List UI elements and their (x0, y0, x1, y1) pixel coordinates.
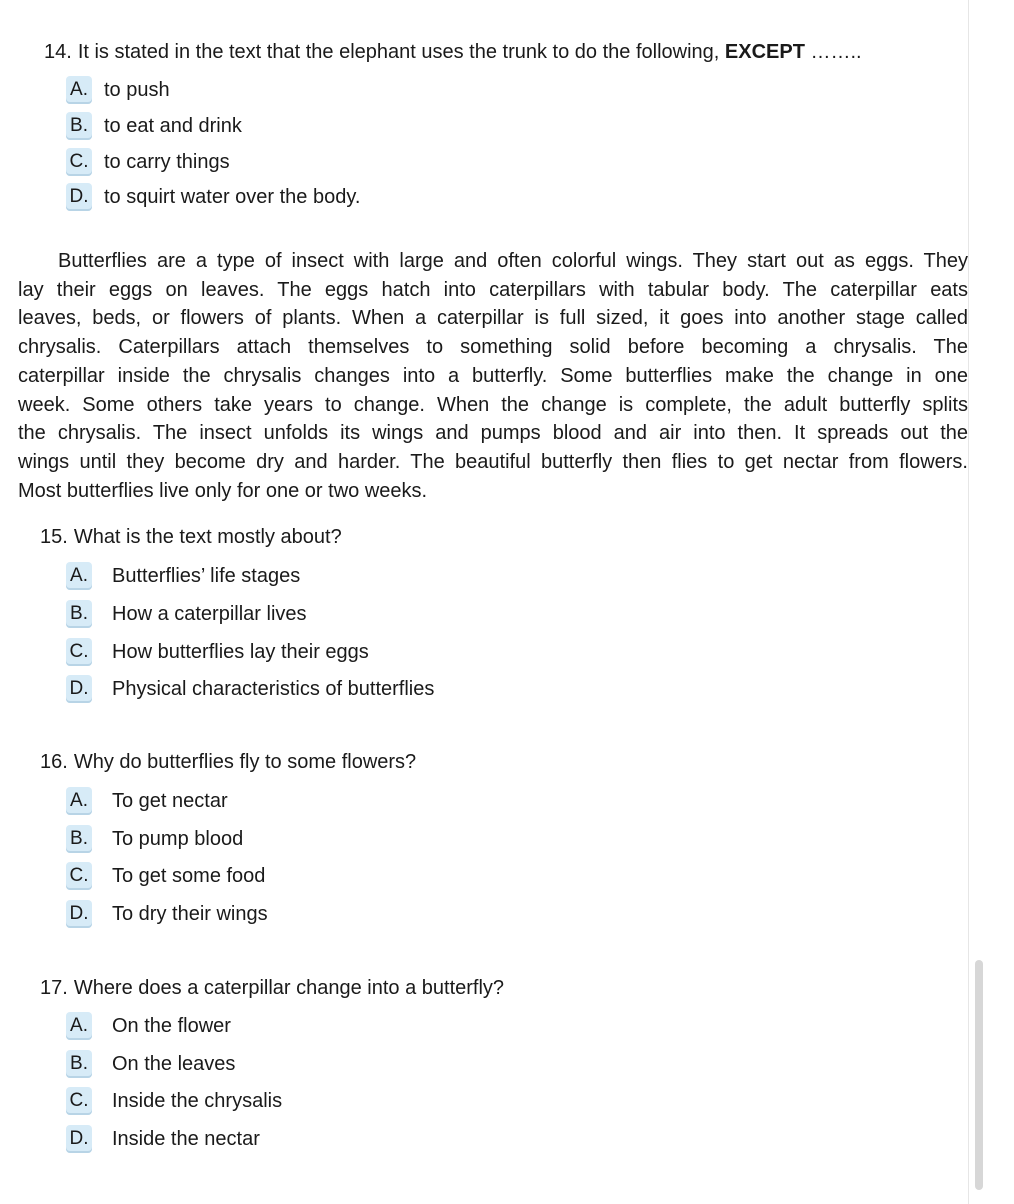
option-text: On the leaves (112, 1053, 236, 1075)
question-number: 14. (44, 41, 72, 63)
passage-line: week. Some others take years to change. When the change is complete, the adult butterfly splits (18, 393, 968, 416)
option-text: Butterflies’ life stages (112, 565, 301, 587)
option-letter-badge: D. (66, 900, 92, 928)
question-emphasis: EXCEPT (724, 41, 805, 63)
option-letter-badge: D. (66, 183, 92, 211)
option-text: How a caterpillar lives (112, 603, 307, 625)
option-text: Inside the chrysalis (112, 1090, 283, 1112)
option-letter-badge: A. (66, 787, 92, 815)
option-letter-badge: C. (66, 638, 92, 666)
option-text: To pump blood (112, 828, 244, 850)
option-text: Inside the nectar (112, 1128, 260, 1150)
question-15 (40, 525, 342, 549)
question-text: It is stated in the text that the elephant uses the trunk to do the following, (77, 41, 725, 63)
question-16 (40, 750, 416, 774)
option-letter-badge: A. (66, 1012, 92, 1040)
question-number: 17. (40, 977, 68, 999)
option-letter-badge: C. (66, 1087, 92, 1115)
passage-line: caterpillar inside the chrysalis changes into a butterfly. Some butterflies make the change in one (18, 364, 968, 387)
passage-line: leaves, beds, or flowers of plants. When a caterpillar is full sized, it goes into another stage called (18, 307, 968, 330)
question-number: 16. (40, 751, 68, 773)
option-text: To dry their wings (112, 903, 268, 925)
question-text: Where does a caterpillar change into a butterfly? (73, 977, 505, 999)
question-dots: …….. (804, 41, 862, 63)
option-text: How butterflies lay their eggs (112, 641, 369, 663)
option-letter-badge: B. (66, 112, 92, 140)
passage-line: Most butterflies live only for one or two weeks. (18, 479, 428, 502)
question-text: Why do butterflies fly to some flowers? (73, 751, 417, 773)
passage-line: chrysalis. Caterpillars attach themselves to something solid before becoming a chrysalis. The (18, 336, 968, 359)
option-letter-badge: B. (66, 1050, 92, 1078)
option-text: to eat and drink (104, 115, 242, 137)
reading-passage (18, 247, 968, 505)
passage-line: lay their eggs on leaves. The eggs hatch into caterpillars with tabular body. The caterpillar eats (18, 278, 968, 301)
option-text: to squirt water over the body. (104, 186, 361, 208)
option-letter-badge: B. (66, 600, 92, 628)
passage-line: the chrysalis. The insect unfolds its wings and pumps blood and air into then. It spreads out the (18, 422, 968, 445)
question-17 (40, 976, 504, 1000)
option-letter-badge: D. (66, 675, 92, 703)
option-letter-badge: A. (66, 76, 92, 104)
question-number: 15. (40, 526, 68, 548)
question-text: What is the text mostly about? (73, 526, 342, 548)
option-letter-badge: D. (66, 1125, 92, 1153)
option-text: To get some food (112, 865, 266, 887)
question-14 (44, 40, 862, 64)
option-letter-badge: A. (66, 562, 92, 590)
passage-line: wings until they become dry and harder. The beautiful butterfly then flies to get nectar from flowers. (18, 450, 968, 473)
option-text: On the flower (112, 1015, 231, 1037)
option-letter-badge: B. (66, 825, 92, 853)
option-letter-badge: C. (66, 148, 92, 176)
option-letter-badge: C. (66, 862, 92, 890)
option-text: To get nectar (112, 790, 228, 812)
option-text: Physical characteristics of butterflies (112, 678, 435, 700)
option-text: to carry things (104, 151, 230, 173)
scrollbar-thumb[interactable] (975, 960, 983, 1190)
option-text: to push (104, 79, 170, 101)
passage-line: Butterflies are a type of insect with large and often colorful wings. They start out as eggs. They (58, 250, 968, 272)
